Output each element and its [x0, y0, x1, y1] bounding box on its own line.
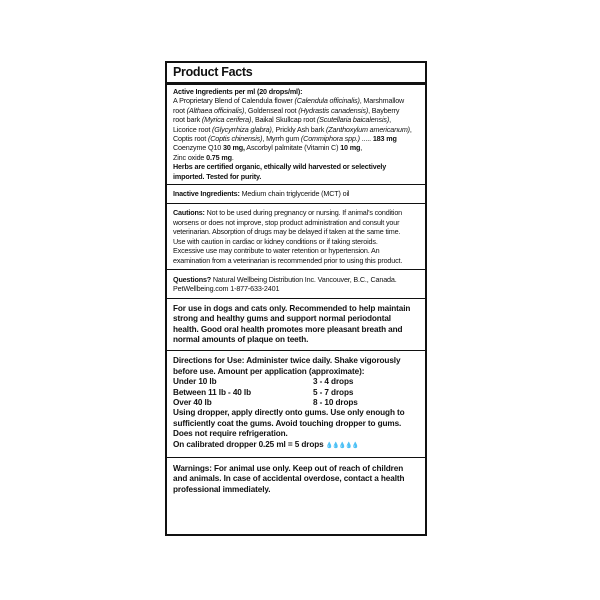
warnings-line-3: professional immediately.: [173, 484, 271, 494]
cautions-line-5: Excessive use may contribute to water retention or hypertension. An: [173, 246, 380, 256]
inactive-ingredients-section: [167, 185, 425, 204]
warnings-line-1: For animal use only. Keep out of reach of children: [211, 464, 404, 473]
usage-line-2: strong and healthy gums and support normal periodontal: [173, 314, 391, 324]
directions-detail-2: sufficiently coat the gums. Avoid touching dropper to gums.: [173, 418, 402, 428]
directions-section: [167, 351, 425, 458]
product-facts-panel: [165, 61, 427, 536]
inactive-text: Medium chain triglyceride (MCT) oil: [239, 189, 350, 199]
water-drop-icon: 💧💧💧💧💧: [325, 442, 359, 449]
cautions-line-2: worsens or does not improve, stop product administration and consult your: [173, 217, 400, 227]
cautions-line-4: Use with caution in cardiac or kidney conditions or if taking steroids.: [173, 236, 378, 246]
contact-line: PetWellbeing.com 1-877-633-2401: [173, 284, 280, 294]
questions-section: [167, 270, 425, 299]
directions-detail-3: Does not require refrigeration.: [173, 429, 288, 439]
directions-label: Directions for Use:: [173, 356, 245, 366]
active-line-3: root bark (Myrica cerifera), Baikal Skullcap root (Scutellaria baicalensis),: [173, 115, 391, 125]
active-line-5: Coptis root (Coptis chinensis), Myrrh gum (Commiphora spp.) ..... 183 mg: [173, 134, 397, 144]
dose-row: Between 11 lb - 40 lb 5 - 7 drops: [173, 387, 354, 397]
warnings-line-2: and animals. In case of accidental overdose, contact a health: [173, 474, 405, 484]
directions-line-2: before use. Amount per application (approximate):: [173, 366, 365, 376]
usage-section: [167, 299, 425, 352]
usage-line-3: health. Good oral health promotes more pleasant breath and: [173, 324, 403, 334]
cautions-line-1: Not to be used during pregnancy or nursing. If animal's condition: [204, 208, 403, 218]
cautions-line-3: veterinarian. Absorption of drugs may be delayed if taken at the same time.: [173, 227, 401, 237]
cautions-line-6: examination from a veterinarian is recommended prior to using this product.: [173, 255, 403, 265]
usage-line-1: For use in dogs and cats only. Recommended to help maintain: [173, 303, 411, 313]
dose-row: Over 40 lb 8 - 10 drops: [173, 397, 358, 407]
inactive-label: Inactive Ingredients:: [173, 189, 240, 199]
dropper-calibration: On calibrated dropper 0.25 ml = 5 drops 💧💧💧💧💧: [173, 439, 359, 449]
active-ingredients-heading: Active Ingredients per ml (20 drops/ml):: [173, 87, 303, 96]
organic-note-2: imported. Tested for purity.: [173, 171, 262, 181]
active-line-6: Coenzyme Q10 30 mg, Ascorbyl palmitate (Vitamin C) 10 mg,: [173, 143, 363, 153]
warnings-section: [173, 458, 420, 498]
questions-label: Questions?: [173, 274, 212, 284]
active-line-1: A Proprietary Blend of Calendula flower (Calendula officinalis), Marshmallow: [173, 96, 405, 106]
cautions-section: [167, 204, 425, 269]
questions-line-1: Natural Wellbeing Distribution Inc. Vancouver, B.C., Canada.: [211, 274, 397, 284]
directions-line-1: Administer twice daily. Shake vigorously: [244, 356, 401, 366]
active-ingredients-section: [167, 85, 425, 185]
directions-detail-1: Using dropper, apply directly onto gums. Use only enough to: [173, 408, 405, 418]
organic-note-1: Herbs are certified organic, ethically wild harvested or selectively: [173, 162, 387, 172]
cautions-label: Cautions:: [173, 208, 205, 218]
usage-line-4: normal amounts of plaque on teeth.: [173, 334, 309, 344]
warnings-label: Warnings:: [173, 464, 212, 473]
active-line-4: Licorice root (Glycyrrhiza glabra), Prickly Ash bark (Zanthoxylum americanum),: [173, 124, 412, 134]
panel-title: Product Facts: [167, 65, 425, 85]
active-line-7: Zinc oxide 0.75 mg.: [173, 152, 234, 162]
active-line-2: root (Althaea officinalis), Goldenseal root (Hydrastis canadensis), Bayberry: [173, 105, 400, 115]
dose-row: Under 10 lb 3 - 4 drops: [173, 377, 354, 387]
